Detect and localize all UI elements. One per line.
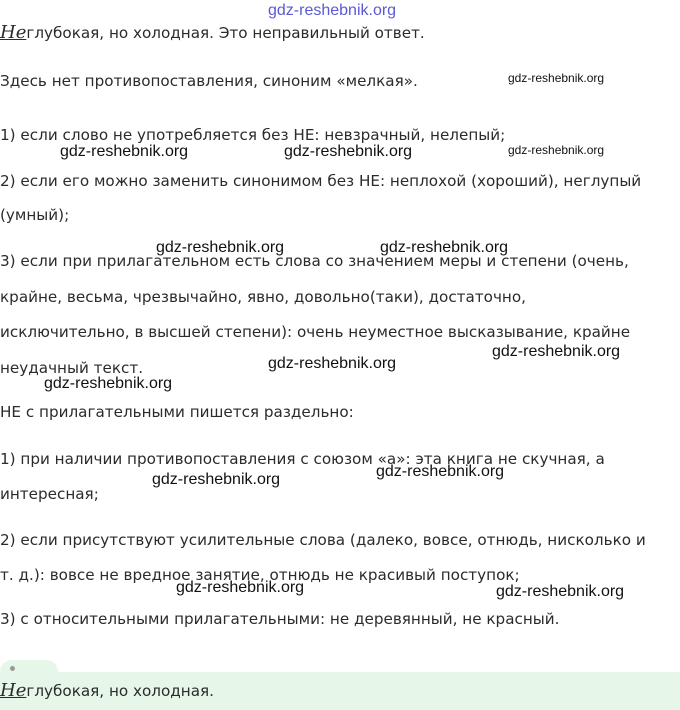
rule-separate-1b: интересная; — [0, 485, 99, 503]
watermark: gdz-reshebnik.org — [380, 239, 509, 256]
intro-line-2: Здесь нет противопоставления, синоним «мелкая». — [0, 72, 418, 90]
rule-separate-2b: т. д.): вовсе не вредное занятие, отнюдь не красивый поступок; — [0, 566, 520, 584]
answer-text: глубокая, но холодная. — [26, 682, 214, 700]
intro-line-1 — [0, 23, 425, 43]
rule-separate-1a: 1) при наличии противопоставления с союзом «а»: эта книга не скучная, а — [0, 450, 605, 468]
watermark: gdz-reshebnik.org — [508, 71, 605, 85]
answer-dot-icon — [10, 666, 15, 671]
rule-separate-3: 3) с относительными прилагательными: не деревянный, не красный. — [0, 610, 560, 628]
watermark: gdz-reshebnik.org — [284, 143, 413, 160]
rules-separate-heading: НЕ с прилагательными пишется раздельно: — [0, 403, 354, 421]
watermark: gdz-reshebnik.org — [268, 355, 397, 372]
watermark: gdz-reshebnik.org — [496, 583, 625, 600]
watermark: gdz-reshebnik.org — [492, 343, 621, 360]
rule-together-1: 1) если слово не употребляется без НЕ: невзрачный, нелепый; — [0, 126, 506, 144]
watermark-top: gdz-reshebnik.org — [268, 2, 397, 19]
rule-together-3a: 3) если при прилагательном есть слова со значением меры и степени (очень, — [0, 252, 629, 270]
rule-together-3c: исключительно, в высшей степени): очень неуместное высказывание, крайне — [0, 323, 631, 341]
rule-together-2a: 2) если его можно заменить синонимом без НЕ: неплохой (хороший), неглупый — [0, 172, 642, 190]
watermark: gdz-reshebnik.org — [60, 143, 189, 160]
answer-line — [0, 681, 214, 701]
watermark: gdz-reshebnik.org — [44, 375, 173, 392]
watermark: gdz-reshebnik.org — [176, 579, 305, 596]
rule-separate-2a: 2) если присутствуют усилительные слова (далеко, вовсе, отнюдь, нисколько и — [0, 531, 646, 549]
rule-together-3d: неудачный текст. — [0, 359, 144, 377]
intro-line-1-text: глубокая, но холодная. Это неправильный ответ. — [26, 24, 425, 42]
watermark: gdz-reshebnik.org — [508, 143, 605, 157]
watermark: gdz-reshebnik.org — [152, 471, 281, 488]
watermark: gdz-reshebnik.org — [156, 239, 285, 256]
rule-together-3b: крайне, весьма, чрезвычайно, явно, довольно(таки), достаточно, — [0, 288, 526, 306]
watermark: gdz-reshebnik.org — [376, 463, 505, 480]
answer-ne-prefix: Не — [0, 680, 27, 701]
ne-prefix: Не — [0, 22, 27, 43]
rule-together-2b: (умный); — [0, 206, 70, 224]
